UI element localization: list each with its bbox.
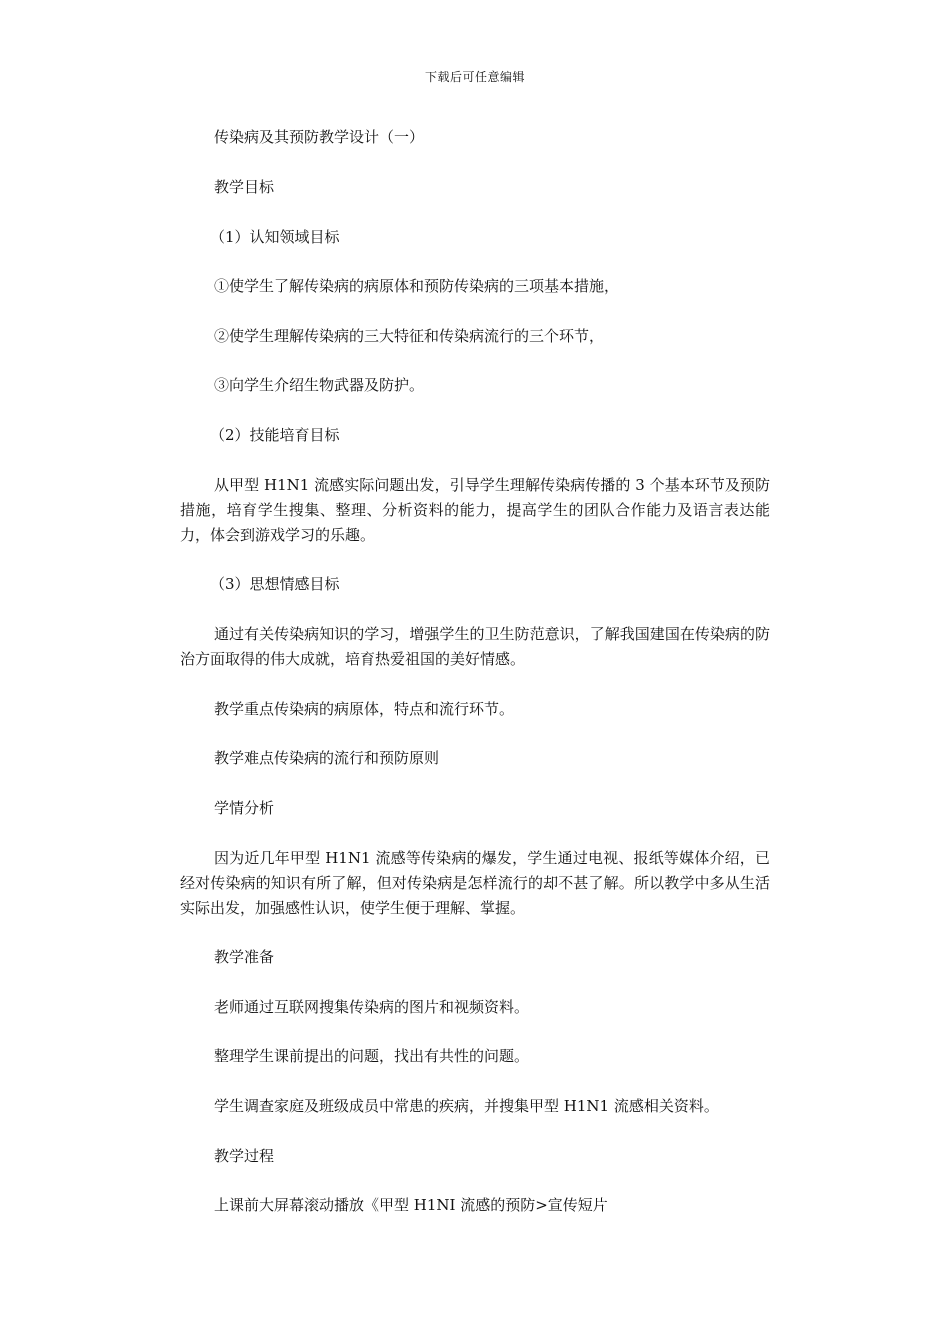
prep-heading: 教学准备: [214, 948, 275, 966]
emotion-paragraph: 通过有关传染病知识的学习，增强学生的卫生防范意识，了解我国建国在传染病的防治方面取得的伟大成就，培育热爱祖国的美好情感。: [180, 625, 770, 668]
process-first-line: 上课前大屏幕滚动播放《甲型 H1NI 流感的预防>宣传短片: [214, 1196, 608, 1214]
analysis-heading: 学情分析: [214, 799, 275, 817]
skills-heading: （2）技能培育目标: [210, 426, 340, 444]
cognitive-heading: （1）认知领域目标: [210, 228, 340, 246]
analysis-paragraph: 因为近几年甲型 H1N1 流感等传染病的爆发，学生通过电视、报纸等媒体介绍，已经对传染病的知识有所了解，但对传染病是怎样流行的却不甚了解。所以教学中多从生活实际出发，加强感性认识，使学生便于理解、掌握。: [180, 849, 770, 917]
prep-item-2: 整理学生课前提出的问题，找出有共性的问题。: [214, 1047, 530, 1065]
cognitive-item-2: ②使学生理解传染病的三大特征和传染病流行的三个环节，: [214, 327, 605, 345]
emotion-heading: （3）思想情感目标: [210, 575, 340, 593]
document-title: 传染病及其预防教学设计（一）: [214, 128, 425, 146]
difficulties: 教学难点传染病的流行和预防原则: [214, 749, 440, 767]
skills-paragraph: 从甲型 H1N1 流感实际问题出发，引导学生理解传染病传播的 3 个基本环节及预防措施，培育学生搜集、整理、分析资料的能力，提高学生的团队合作能力及语言表达能力，体会到游戏学习的乐趣。: [180, 476, 770, 544]
goals-heading: 教学目标: [214, 178, 275, 196]
key-points: 教学重点传染病的病原体，特点和流行环节。: [214, 700, 515, 718]
cognitive-item-3: ③向学生介绍生物武器及防护。: [214, 376, 425, 394]
cognitive-item-1: ①使学生了解传染病的病原体和预防传染病的三项基本措施，: [214, 277, 620, 295]
prep-item-3: 学生调查家庭及班级成员中常患的疾病，并搜集甲型 H1N1 流感相关资料。: [214, 1097, 719, 1115]
process-heading: 教学过程: [214, 1147, 275, 1165]
prep-item-1: 老师通过互联网搜集传染病的图片和视频资料。: [214, 998, 530, 1016]
page-header-note: 下载后可任意编辑: [424, 70, 525, 84]
